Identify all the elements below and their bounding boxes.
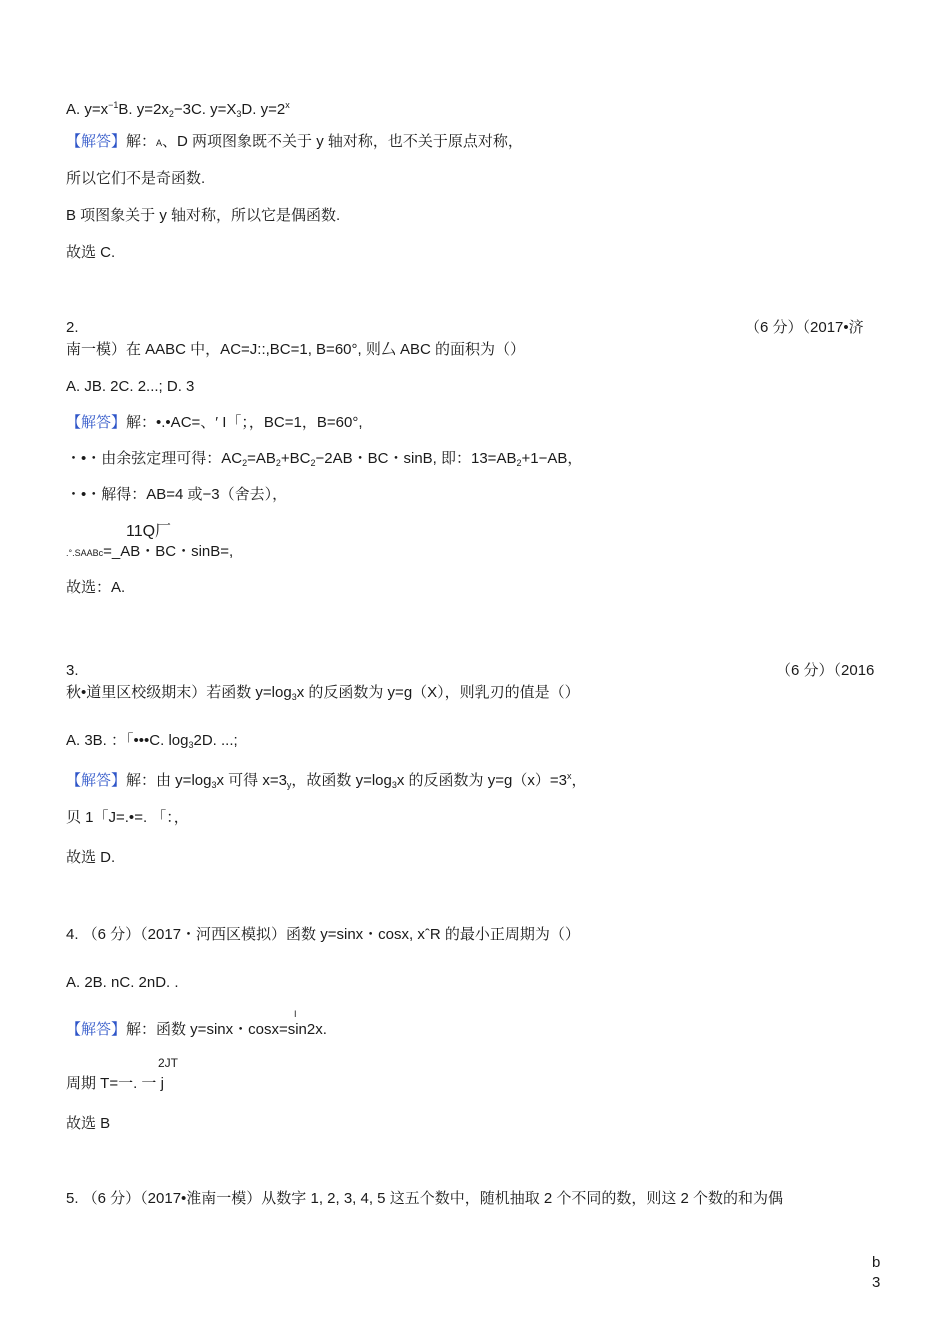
q2-choose: 故选：A. bbox=[66, 579, 126, 596]
q2-stem: 南一模）在 AABC 中，AC=J::,BC=1, B=60°, 则厶 ABC 的面积为（） bbox=[66, 341, 526, 358]
q3-stem: 秋•道里区校级期末）若函数 $y=\log_3x$ 的反函数为 y=g（X），则乳刃的值是（） bbox=[66, 684, 580, 702]
q4-stem: 4. （6 分）（2017・河西区模拟）函数 y=sinx・cosx, xˆR 的最小正周期为（） bbox=[66, 926, 580, 943]
q1-line3: B 项图象关于 y 轴对称，所以它是偶函数. bbox=[66, 207, 341, 224]
page-number-bottom: 3 bbox=[872, 1274, 881, 1291]
q3-line2: 贝 1「J=.•=. 「：， bbox=[66, 809, 189, 826]
q3-options: A. 3B. ：「•••C. $\log_32D$. ...; bbox=[66, 732, 238, 750]
solution-tag: 【解答】 bbox=[66, 772, 127, 789]
solution-tag: 【解答】 bbox=[66, 133, 127, 150]
q3-solution: 【解答】解：由 $y=\log_3x$ 可得 $x=3_y$，故函数 $y=\log_3x$ 的反函数为 $y=g(x)=3^x$， bbox=[66, 771, 587, 790]
q3-number: 3. bbox=[66, 662, 79, 679]
q5-stem: 5. （6 分）（2017•淮南一模）从数字 1, 2, 3, 4, 5 这五个数中，随机抽取 2 个不同的数，则这 2 个数的和为偶 bbox=[66, 1190, 784, 1207]
q1-choose: 故选 C. bbox=[66, 244, 116, 261]
q4-options: A. 2B. nC. 2nD. . bbox=[66, 974, 179, 991]
q2-solve: ・•・解得：AB=4 或−3（舍去）， bbox=[66, 486, 288, 503]
q2-area: .°.SAABc=_AB・BC・sinB=, bbox=[66, 543, 234, 560]
q1-line2: 所以它们不是奇函数. bbox=[66, 170, 206, 187]
q4-period: 周期 T=一. 一 j bbox=[66, 1075, 164, 1092]
solution-tag: 【解答】 bbox=[66, 1021, 127, 1038]
q2-score-source: （6 分）（2017•济 bbox=[745, 319, 864, 336]
solution-tag: 【解答】 bbox=[66, 414, 127, 431]
q2-fraction: 11Q厂 bbox=[126, 523, 172, 540]
q4-choose: 故选 B bbox=[66, 1115, 111, 1132]
q4-solution: 【解答】解：函数 y=sinx・cosx=sin2x. bbox=[66, 1021, 327, 1038]
q4-mark: I bbox=[294, 1009, 297, 1019]
q2-solution: 【解答】解：•.•AC=、′ I「；，BC=1，B=60°, bbox=[66, 414, 363, 431]
q2-options: A. JB. 2C. 2...; D. 3 bbox=[66, 378, 195, 395]
page-number-top: b bbox=[872, 1254, 881, 1271]
q3-score-source: （6 分）（2016 bbox=[776, 662, 875, 679]
q1-solution: 【解答】解：A、D 两项图象既不关于 y 轴对称，也不关于原点对称， bbox=[66, 133, 523, 150]
q2-cosine-rule: ・•・由余弦定理可得：$AC_2=AB_2+BC_2-2AB$・BC・sinB, 即：$13=AB_2+1-AB$， bbox=[66, 450, 583, 468]
q2-number: 2. bbox=[66, 319, 79, 336]
q1-options: A. $y=x^{-1}B$. $y=2x_2-3C$. $y=X_3D$. $y=2^x$ bbox=[66, 100, 290, 119]
q4-fraction-numerator: 2JT bbox=[158, 1056, 179, 1070]
q3-choose: 故选 D. bbox=[66, 849, 116, 866]
